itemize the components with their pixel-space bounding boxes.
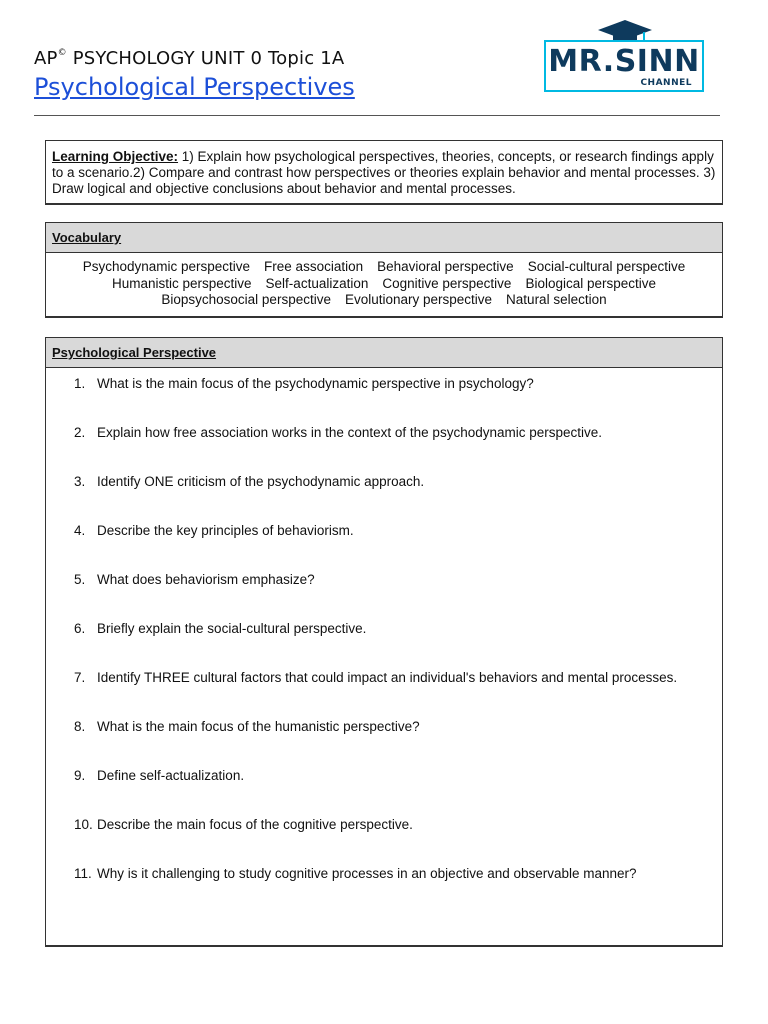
question-item — [46, 523, 722, 572]
learning-objective-text: 1) Explain how psychological perspectives, theories, concepts, or research findings apply to a scenario.2) Compare and contrast how perspectives or theories explain behavior and mental processes. 3) Draw logical and objective conclusions about behavior and mental processes. — [52, 149, 716, 196]
vocabulary-row — [52, 276, 716, 293]
vocabulary-heading: Vocabulary — [52, 230, 122, 245]
question-list — [46, 368, 722, 915]
question-text: Explain how free association works in the context of the psychodynamic perspective. — [97, 425, 603, 440]
question-number: 7. — [74, 670, 86, 685]
learning-objective-label: Learning Objective: — [52, 149, 179, 164]
copyright-mark: © — [57, 48, 67, 58]
vocabulary-box — [45, 222, 723, 317]
question-number: 10. — [74, 817, 93, 832]
vocabulary-header — [46, 223, 722, 253]
vocabulary-terms — [46, 253, 722, 309]
question-number: 2. — [74, 425, 86, 440]
perspective-heading: Psychological Perspective — [52, 345, 217, 360]
vocabulary-row — [52, 259, 716, 276]
question-number: 1. — [74, 376, 86, 391]
course-prefix: AP — [34, 48, 58, 69]
vocabulary-row — [52, 292, 716, 309]
vocab-term: Behavioral perspective — [377, 259, 514, 274]
question-number: 4. — [74, 523, 86, 538]
question-text: Identify THREE cultural factors that could impact an individual's behaviors and mental processes. — [97, 670, 678, 685]
question-text: What is the main focus of the humanistic perspective? — [97, 719, 420, 734]
learning-objective-box — [45, 140, 723, 204]
vocab-term: Social-cultural perspective — [527, 259, 686, 274]
logo-subtitle: CHANNEL — [640, 78, 692, 88]
question-number: 6. — [74, 621, 86, 636]
vocab-term: Biological perspective — [525, 275, 657, 291]
vocab-term: Psychodynamic perspective — [82, 259, 251, 274]
vocab-term: Evolutionary perspective — [344, 292, 493, 307]
course-heading — [34, 48, 355, 69]
question-text: What does behaviorism emphasize? — [97, 572, 315, 587]
mr-sinn-channel-logo — [538, 18, 710, 98]
question-item — [46, 425, 722, 474]
perspective-header — [46, 338, 722, 368]
question-text: Describe the main focus of the cognitive perspective. — [97, 817, 413, 832]
document-header — [34, 48, 355, 101]
course-unit-topic: PSYCHOLOGY UNIT 0 Topic 1A — [66, 48, 345, 69]
question-number: 3. — [74, 474, 86, 489]
vocab-term: Biopsychosocial perspective — [161, 292, 331, 307]
question-item — [46, 474, 722, 523]
header-divider — [34, 115, 720, 116]
question-item — [46, 768, 722, 817]
question-text: Briefly explain the social-cultural perspective. — [97, 621, 367, 636]
psychological-perspective-box — [45, 337, 723, 946]
vocab-term: Self-actualization — [265, 275, 369, 291]
question-item — [46, 572, 722, 621]
question-item — [46, 817, 722, 866]
question-item — [46, 866, 722, 915]
question-number: 5. — [74, 572, 86, 587]
question-text: Define self-actualization. — [97, 768, 245, 783]
question-number: 9. — [74, 768, 86, 783]
question-item — [46, 621, 722, 670]
vocab-term: Humanistic perspective — [111, 275, 252, 291]
vocab-term: Free association — [264, 259, 364, 274]
question-text: What is the main focus of the psychodynamic perspective in psychology? — [97, 376, 534, 391]
question-number: 11. — [74, 866, 92, 881]
question-item — [46, 719, 722, 768]
question-item — [46, 376, 722, 425]
logo-frame — [544, 40, 704, 92]
document-title[interactable]: Psychological Perspectives — [34, 73, 355, 101]
question-number: 8. — [74, 719, 86, 734]
vocab-term: Natural selection — [506, 292, 607, 307]
question-text: Why is it challenging to study cognitive processes in an objective and observable manner? — [97, 866, 637, 881]
question-item — [46, 670, 722, 719]
vocab-term: Cognitive perspective — [382, 275, 512, 291]
question-text: Describe the key principles of behaviorism. — [97, 523, 354, 538]
question-text: Identify ONE criticism of the psychodynamic approach. — [97, 474, 425, 489]
logo-wordmark: MR.SINN — [548, 44, 700, 79]
